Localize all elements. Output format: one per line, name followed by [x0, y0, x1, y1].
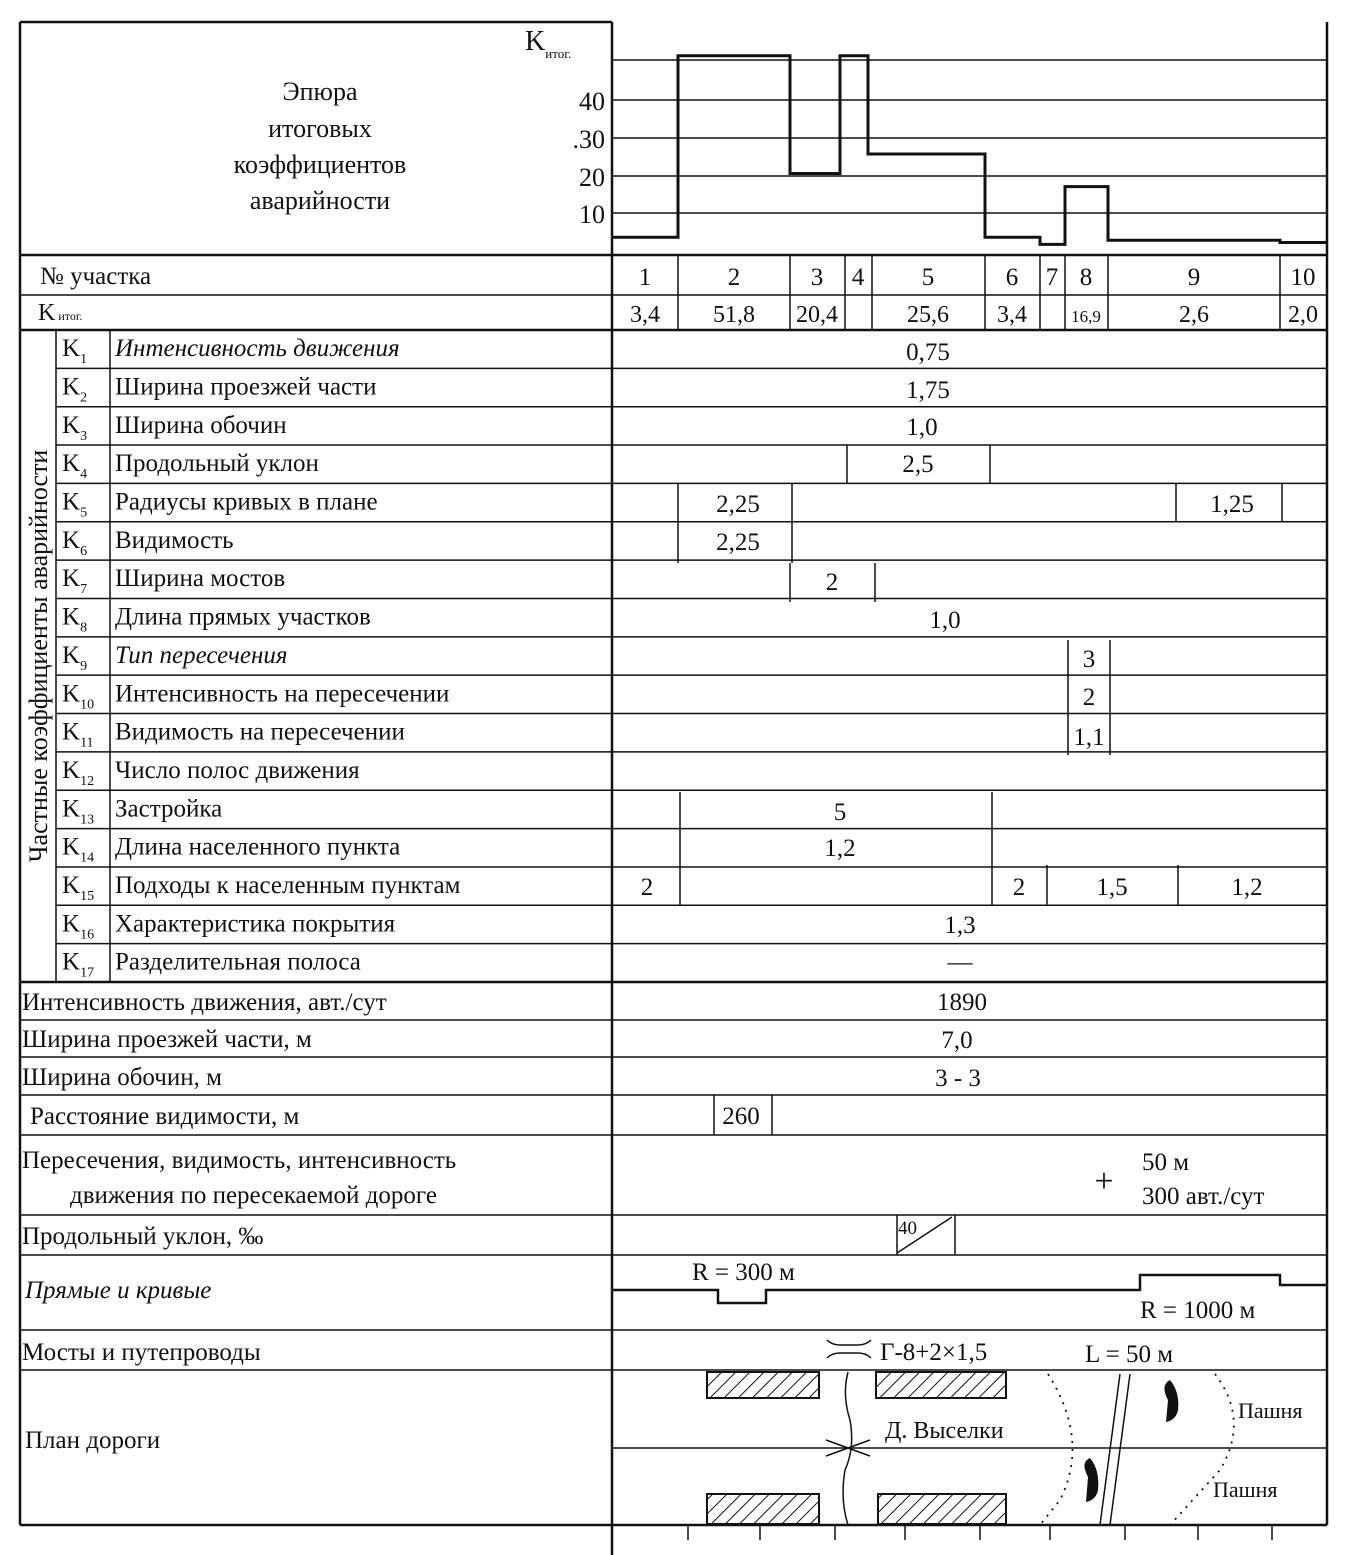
title-line: Эпюра [282, 77, 358, 106]
visibility-arc [1040, 1374, 1073, 1525]
crossroad-line [1110, 1374, 1130, 1525]
k-total-value: 20,4 [796, 302, 838, 328]
visibility-value: 260 [722, 1103, 760, 1130]
segment-number: 7 [1045, 264, 1059, 291]
coef-value: 1,0 [929, 607, 961, 634]
coefficient-code: $K_6$ [62, 526, 88, 559]
segment-number: 6 [1005, 264, 1019, 291]
coef-value: 1,3 [944, 912, 976, 939]
coefficient-name: Ширина обочин [115, 411, 287, 439]
field-label: Пашня [1213, 1477, 1278, 1502]
coefficient-name: Интенсивность на пересечении [115, 680, 450, 708]
lane-width-label: Ширина проезжей части, м [22, 1026, 312, 1053]
building-block [878, 1494, 1006, 1524]
coefficient-values [641, 339, 1263, 976]
intersections-label-line: движения по пересекаемой дороге [70, 1182, 437, 1209]
intersection-symbol: + [1094, 1163, 1114, 1200]
k-total-value: 2,6 [1179, 302, 1209, 328]
intersection-visibility: 50 м [1142, 1149, 1190, 1176]
coefficient-code: $K_2$ [62, 373, 88, 406]
k-total-value: 3,4 [997, 302, 1027, 328]
curve-radius-1: R = 300 м [692, 1259, 795, 1286]
y-tick-label: 20 [579, 163, 605, 192]
coef-value: 1,25 [1210, 491, 1254, 518]
coef-value: 3 [1082, 646, 1096, 673]
coefficient-name: Длина населенного пункта [115, 833, 401, 861]
coefficient-name: Застройка [115, 795, 223, 823]
coefficients-group-label: Частные коэффициенты аварийности [24, 449, 53, 863]
coefficient-name: Интенсивность движения [115, 335, 400, 363]
coef-value: 1,5 [1096, 874, 1128, 901]
segment-number: 10 [1290, 264, 1316, 291]
bridge-icon [827, 1340, 871, 1358]
y-tick-label: 10 [579, 200, 605, 229]
coefficient-rows [56, 335, 1327, 981]
k-total-value: 2,0 [1288, 302, 1318, 328]
coefficient-name: Характеристика покрытия [115, 910, 396, 938]
coefficient-code: $K_1$ [62, 335, 88, 368]
segment-row-label: № участка [40, 263, 152, 290]
coef-value: 2,25 [716, 491, 760, 518]
segment-number: 4 [851, 264, 865, 291]
segment-numbers [639, 264, 1316, 291]
intersection-traffic: 300 авт./сут [1142, 1183, 1265, 1210]
coefficient-code: $K_5$ [62, 488, 88, 521]
coefficient-name: Радиусы кривых в плане [115, 488, 378, 516]
field-label: Пашня [1238, 1398, 1303, 1423]
tree-icon [1084, 1458, 1098, 1502]
y-axis-label: $K_{итог.}$ [525, 26, 572, 61]
coefficient-code: $K_{14}$ [62, 833, 95, 866]
visibility-arc [1170, 1374, 1234, 1525]
coef-value: 2,5 [902, 451, 934, 478]
coef-value: 0,75 [906, 339, 950, 366]
coefficient-name: Разделительная полоса [115, 948, 361, 976]
coef-value: 1,75 [906, 377, 950, 404]
coefficient-code: $K_8$ [62, 603, 88, 636]
table-grid [20, 22, 1327, 1555]
coefficient-code: $K_4$ [62, 450, 88, 483]
coefficient-name: Тип пересечения [115, 641, 288, 669]
road-row-labels [22, 989, 456, 1454]
coefficient-code: $K_{16}$ [62, 910, 95, 943]
coefficient-code: $K_3$ [62, 411, 88, 444]
curve-radius-2: R = 1000 м [1140, 1297, 1256, 1324]
coefficient-code: $K_{12}$ [62, 756, 95, 789]
k-total-value: 25,6 [907, 302, 949, 328]
coefficient-code: $K_{10}$ [62, 680, 95, 713]
shoulder-width-label: Ширина обочин, м [22, 1064, 222, 1091]
building-block [876, 1372, 1006, 1398]
coef-value: 2 [825, 569, 839, 596]
intersections-label-line: Пересечения, видимость, интенсивность [22, 1147, 457, 1174]
coefficient-name: Длина прямых участков [115, 603, 371, 631]
coefficient-code: $K_{17}$ [62, 948, 95, 981]
coef-value: 1,1 [1073, 724, 1105, 751]
segment-number: 2 [727, 264, 741, 291]
plan-label: План дороги [25, 1427, 161, 1454]
intensity-label: Интенсивность движения, авт./сут [22, 989, 387, 1016]
coefficient-code: $K_{15}$ [62, 872, 95, 905]
lane-width-value: 7,0 [941, 1027, 973, 1054]
k-total-value: 16,9 [1071, 307, 1101, 326]
intensity-value: 1890 [937, 989, 987, 1016]
shoulder-width-value: 3 - 3 [935, 1065, 981, 1092]
building-block [707, 1494, 819, 1524]
coefficient-code: $K_{13}$ [62, 795, 95, 828]
coefficient-name: Ширина проезжей части [115, 373, 377, 401]
grade-label: Продольный уклон, ‰ [22, 1223, 264, 1250]
crossroad-line [1100, 1374, 1120, 1525]
k-total-value: 3,4 [630, 302, 660, 328]
k-total-values [630, 302, 1318, 328]
coefficient-name: Число полос движения [115, 756, 360, 784]
y-tick-label: .30 [572, 125, 605, 154]
coef-value: 2,25 [716, 529, 760, 556]
coefficient-code: $K_9$ [62, 641, 88, 674]
road-row-values [722, 989, 987, 1130]
coef-value: 1,2 [824, 835, 856, 862]
bridges-label: Мосты и путепроводы [22, 1339, 261, 1366]
segment-number: 3 [810, 264, 824, 291]
coef-value: 2 [1012, 874, 1026, 901]
coef-value: 2 [640, 874, 654, 901]
coefficient-name: Видимость [115, 526, 234, 554]
coef-value: 1,0 [906, 414, 938, 441]
coef-value: 5 [833, 799, 847, 826]
segment-number: 1 [638, 264, 652, 291]
chart-title [234, 77, 407, 215]
building-block [707, 1372, 819, 1398]
coefficient-name: Продольный уклон [115, 450, 319, 478]
bridge-size: Г-8+2×1,5 [880, 1339, 988, 1366]
tree-icon [1164, 1380, 1178, 1422]
y-axis-ticks [573, 87, 606, 229]
bridge-length: L = 50 м [1085, 1341, 1174, 1368]
coefficient-name: Видимость на пересечении [115, 718, 405, 746]
k-total-value: 51,8 [713, 302, 755, 328]
coefficient-code: $K_7$ [62, 565, 88, 598]
k-total-step-line [612, 56, 1327, 245]
title-line: коэффициентов [233, 150, 407, 179]
grade-value: 40 [898, 1218, 917, 1239]
village-label: Д. Выселки [885, 1418, 1004, 1444]
coef-value: 1,2 [1231, 874, 1263, 901]
y-tick-label: 40 [579, 87, 605, 116]
coef-value: — [947, 949, 973, 976]
coef-value: 2 [1082, 684, 1096, 711]
coefficient-name: Подходы к населенным пунктам [115, 872, 461, 900]
coefficient-code: $K_{11}$ [62, 718, 94, 751]
title-line: аварийности [249, 186, 391, 215]
segment-number: 5 [921, 264, 935, 291]
title-line: итоговых [268, 114, 372, 143]
grade-marker [897, 1215, 955, 1255]
visibility-label: Расстояние видимости, м [30, 1103, 300, 1130]
road-plan [612, 1372, 1327, 1525]
segment-number: 9 [1187, 264, 1201, 291]
segment-number: 8 [1079, 264, 1093, 291]
curves-label: Прямые и кривые [25, 1277, 212, 1304]
k-total-row-label: Kитог. [38, 300, 83, 326]
coefficient-name: Ширина мостов [115, 565, 286, 593]
